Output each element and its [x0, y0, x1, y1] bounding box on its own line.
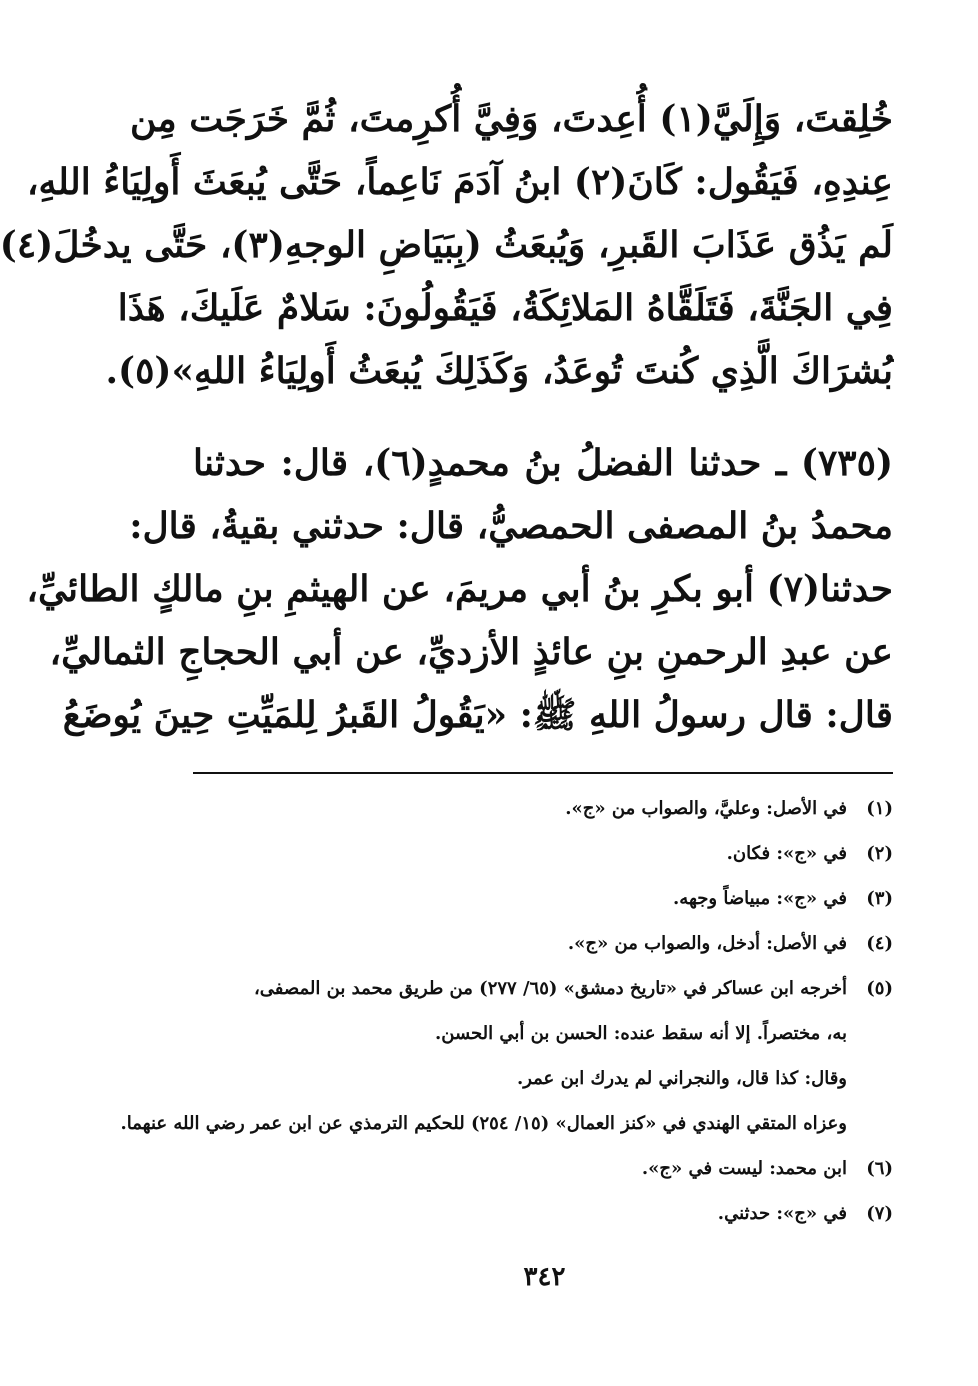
footnote-number: (٥) [866, 978, 893, 999]
text-line: خُلِقتَ، وَإِلَيَّ(١) أُعِدتَ، وَفِيَّ أُكرِمتَ، ثُمَّ خَرَجَت مِن [130, 98, 893, 140]
footnote-text: في «ج»: فكان. [726, 843, 847, 864]
footnote-text: في الأصل: أدخل، والصواب من «ج». [567, 933, 847, 954]
footnote-4 [178, 921, 893, 966]
text-line: عن عبدِ الرحمنِ بنِ عائذٍ الأزديِّ، عن أبي الحجاجِ الثماليِّ، [49, 631, 893, 673]
footnote-5 [120, 966, 893, 1146]
text-line: قال: قال رسولُ اللهِ ﷺ: «يَقُولُ القَبرُ لِلمَيِّتِ حِينَ يُوضَعُ [62, 694, 893, 736]
text-line: بُشرَاكَ الَّذِي كُنتَ تُوعَدُ، وَكَذَلِكَ يُبعَثُ أَولِيَاءُ اللهِ»(٥). [105, 350, 893, 392]
text-line: حدثنا(٧) أبو بكرِ بنُ أبي مريمَ، عن الهيثمِ بنِ مالكٍ الطائيِّ، [26, 568, 893, 610]
footnote-text: أخرجه ابن عساكر في «تاريخ دمشق» (٦٥/ ٢٧٧) من طريق محمد بن المصفى، [253, 978, 847, 999]
footnote-text: ابن محمد: ليست في «ج». [641, 1158, 847, 1179]
footnote-text: وقال: كذا قال، والنجراني لم يدرك ابن عمر. [516, 1068, 847, 1089]
text-line: محمدُ بنُ المصفى الحمصيُّ، قال: حدثني بقيةُ، قال: [129, 505, 893, 547]
footnote-number: (٦) [866, 1158, 893, 1179]
footnote-1 [178, 786, 893, 831]
hadith-735-text [26, 432, 893, 747]
footnote-text: به، مختصراً. إلا أنه سقط عنده: الحسن بن أبي الحسن. [435, 1023, 847, 1044]
footnote-3 [178, 876, 893, 921]
text-line: لَم يَذُق عَذَابَ القَبرِ، وَيُبعَثُ (بِبَيَاضِ الوجهِ(٣)، حَتَّى يدخُلَ(٤) [0, 224, 893, 266]
footnote-2 [178, 831, 893, 876]
main-text-block-1 [0, 88, 893, 403]
footnote-text: في «ج»: مبياضاً وجهه. [673, 888, 847, 909]
page-number: ٣٤٢ [523, 1262, 566, 1292]
footnote-text: في «ج»: حدثني. [717, 1203, 847, 1224]
footnote-number: (١) [866, 798, 893, 819]
footnotes [120, 786, 893, 1236]
footnote-divider [193, 772, 893, 774]
footnote-number: (٣) [866, 888, 893, 909]
text-line: عِندِهِ، فَيَقُول: كَانَ(٢) ابنُ آدَمَ نَاعِماً، حَتَّى يُبعَثَ أَولِيَاءُ اللهِ، [26, 161, 893, 203]
footnote-6 [178, 1146, 893, 1191]
footnote-number: (٧) [866, 1203, 893, 1224]
text-line: (٧٣٥) ـ حدثنا الفضلُ بنُ محمدٍ(٦)، قال: حدثنا [193, 442, 893, 484]
footnote-number: (٤) [866, 933, 893, 954]
footnote-text: في الأصل: وعليَّ، والصواب من «ج». [565, 798, 847, 819]
footnote-7 [178, 1191, 893, 1236]
footnote-number: (٢) [866, 843, 893, 864]
text-line: فِي الجَنَّةَ، فَتَلَقَّاهُ المَلائِكَةُ، فَيَقُولُونَ: سَلامٌ عَلَيكَ، هَذَا [117, 287, 893, 329]
footnote-text: وعزاه المتقي الهندي في «كنز العمال» (١٥/ ٢٥٤) للحكيم الترمذي عن ابن عمر رضي الله عنهما. [120, 1113, 847, 1134]
